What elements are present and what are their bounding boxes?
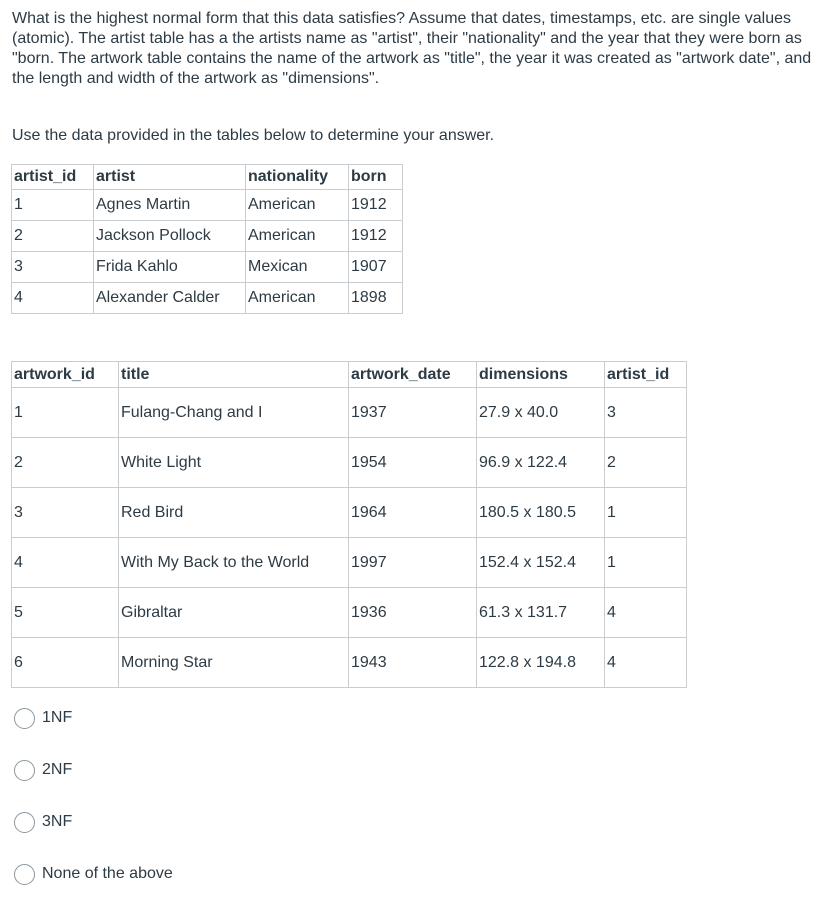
option-label: 3NF	[42, 813, 73, 830]
column-header-born: born	[349, 165, 403, 190]
table-cell: 1	[12, 388, 119, 438]
instruction-text: Use the data provided in the tables below to determine your answer.	[12, 127, 495, 144]
table-cell: Agnes Martin	[94, 190, 246, 221]
radio-button[interactable]	[14, 812, 35, 833]
radio-button[interactable]	[14, 864, 35, 885]
option-label: None of the above	[42, 865, 173, 882]
table-cell: 122.8 x 194.8	[477, 638, 605, 688]
table-row	[12, 538, 687, 588]
option-label: 2NF	[42, 761, 73, 778]
artwork-table-header-row	[12, 362, 687, 388]
table-cell: 4	[12, 283, 94, 314]
table-cell: 6	[12, 638, 119, 688]
table-cell: 1907	[349, 252, 403, 283]
column-header-artwork-id: artwork_id	[12, 362, 119, 388]
table-row	[12, 638, 687, 688]
answer-option-2nf[interactable]	[14, 758, 72, 782]
answer-option-1nf[interactable]	[14, 706, 72, 730]
answer-option-none[interactable]	[14, 862, 173, 886]
table-cell: Red Bird	[119, 488, 349, 538]
table-cell: 61.3 x 131.7	[477, 588, 605, 638]
table-cell: 1997	[349, 538, 477, 588]
table-cell: 1937	[349, 388, 477, 438]
table-cell: Frida Kahlo	[94, 252, 246, 283]
answer-option-3nf[interactable]	[14, 810, 72, 834]
table-row	[12, 388, 687, 438]
table-cell: American	[246, 190, 349, 221]
column-header-title: title	[119, 362, 349, 388]
table-cell: 1	[605, 538, 687, 588]
table-cell: 1943	[349, 638, 477, 688]
radio-button[interactable]	[14, 708, 35, 729]
table-cell: 3	[12, 252, 94, 283]
table-cell: 180.5 x 180.5	[477, 488, 605, 538]
table-cell: 1898	[349, 283, 403, 314]
table-row	[12, 221, 403, 252]
table-cell: Gibraltar	[119, 588, 349, 638]
table-cell: 1912	[349, 190, 403, 221]
table-cell: 4	[605, 638, 687, 688]
table-row	[12, 588, 687, 638]
table-cell: 2	[12, 438, 119, 488]
option-label: 1NF	[42, 709, 73, 726]
table-cell: 5	[12, 588, 119, 638]
column-header-artist-id: artist_id	[12, 165, 94, 190]
table-row	[12, 190, 403, 221]
table-cell: Fulang-Chang and I	[119, 388, 349, 438]
table-cell: Jackson Pollock	[94, 221, 246, 252]
table-cell: 1	[12, 190, 94, 221]
column-header-dimensions: dimensions	[477, 362, 605, 388]
table-cell: 96.9 x 122.4	[477, 438, 605, 488]
table-row	[12, 252, 403, 283]
table-cell: 4	[12, 538, 119, 588]
table-row	[12, 438, 687, 488]
radio-button[interactable]	[14, 760, 35, 781]
column-header-artwork-date: artwork_date	[349, 362, 477, 388]
column-header-artist: artist	[94, 165, 246, 190]
table-cell: With My Back to the World	[119, 538, 349, 588]
table-cell: 152.4 x 152.4	[477, 538, 605, 588]
table-cell: 1912	[349, 221, 403, 252]
table-cell: 4	[605, 588, 687, 638]
table-cell: American	[246, 221, 349, 252]
table-cell: 3	[605, 388, 687, 438]
table-cell: 2	[605, 438, 687, 488]
column-header-artist-id: artist_id	[605, 362, 687, 388]
table-cell: White Light	[119, 438, 349, 488]
table-row	[12, 488, 687, 538]
artist-table-header-row	[12, 165, 403, 190]
table-cell: 1	[605, 488, 687, 538]
table-row	[12, 283, 403, 314]
table-cell: 1936	[349, 588, 477, 638]
table-cell: Alexander Calder	[94, 283, 246, 314]
table-cell: 1964	[349, 488, 477, 538]
table-cell: 2	[12, 221, 94, 252]
table-cell: Mexican	[246, 252, 349, 283]
table-cell: 3	[12, 488, 119, 538]
table-cell: American	[246, 283, 349, 314]
column-header-nationality: nationality	[246, 165, 349, 190]
question-text: What is the highest normal form that this data satisfies? Assume that dates, timestamps, etc. are single values (atomic). The artist table has a the artists name as "artist", their "nationality" and the year that they were born as "born. The artwork table contains the name of the artwork as "title", the year it was created as "artwork date", and the length and width of the artwork as "dimensions".	[12, 10, 812, 87]
artwork-table	[11, 361, 687, 688]
table-cell: 27.9 x 40.0	[477, 388, 605, 438]
artist-table	[11, 164, 403, 314]
table-cell: 1954	[349, 438, 477, 488]
table-cell: Morning Star	[119, 638, 349, 688]
